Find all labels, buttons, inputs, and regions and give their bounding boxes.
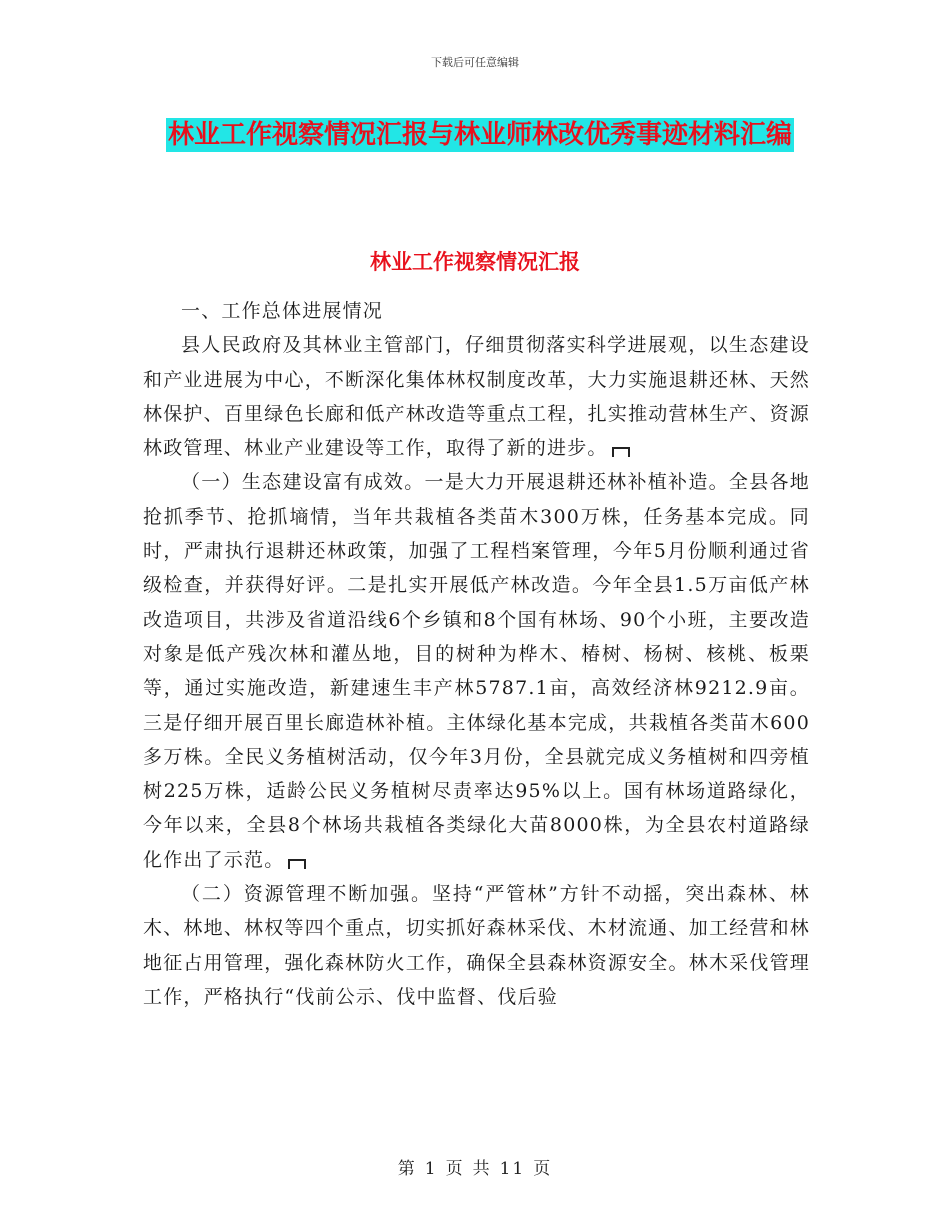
section-heading: 一、工作总体进展情况 xyxy=(181,300,384,322)
paragraph-text: 县人民政府及其林业主管部门，仔细贯彻落实科学进展观，以生态建设和产业进展为中心，不断深化集体林权制度改革，大力实施退耕还林、天然林保护、百里绿色长廊和低产林改造等重点工程，扎实推动营林生产、资源林政管理、林业产业建设等工作，取得了新的进步。 xyxy=(143,334,810,460)
page-number: 1 xyxy=(424,1159,438,1179)
page-mid: 页 xyxy=(445,1159,465,1179)
total-suffix: 页 xyxy=(533,1159,553,1179)
total-prefix: 共 xyxy=(472,1159,492,1179)
document-title xyxy=(150,110,810,160)
paragraph xyxy=(143,877,810,1014)
paragraph-text: （一）生态建设富有成效。一是大力开展退耕还林补植补造。全县各地抢抓季节、抢抓墒情，当年共栽植各类苗木300万株，任务基本完成。同时，严肃执行退耕还林政策，加强了工程档案管理，今年5月份顺利通过省级检查，并获得好评。二是扎实开展低产林改造。今年全县1.5万亩低产林改造项目，共涉及省道沿线6个乡镇和8个国有林场、90个小班，主要改造对象是低产残次林和灌丛地，目的树种为桦木、椿树、杨树、核桃、板栗等，通过实施改造，新建速生丰产林5787.1亩，高效经济林9212.9亩。三是仔细开展百里长廊造林补植。主体绿化基本完成，共栽植各类苗木600多万株。全民义务植树活动，仅今年3月份，全县就完成义务植树和四旁植树225万株，适龄公民义务植树尽责率达95%以上。国有林场道路绿化，今年以来，全县8个林场共栽植各类绿化大苗8000株，为全县农村道路绿化作出了示范。 xyxy=(143,471,810,871)
paragraph-mark-icon xyxy=(612,447,630,457)
total-pages: 11 xyxy=(499,1159,526,1179)
paragraph xyxy=(143,465,810,877)
paragraph-text: （二）资源管理不断加强。坚持“严管林”方针不动摇，突出森林、林木、林地、林权等四个重点，切实抓好森林采伐、木材流通、加工经营和林地征占用管理，强化森林防火工作，确保全县森林资源安全。林木采伐管理工作，严格执行“伐前公示、伐中监督、伐后验 xyxy=(143,883,810,1008)
paragraph xyxy=(143,328,810,465)
page-footer xyxy=(0,1154,950,1179)
header-note: 下载后可任意编辑 xyxy=(431,56,519,69)
paragraph-mark-icon xyxy=(288,859,306,869)
page-prefix: 第 xyxy=(397,1159,417,1179)
section-title: 林业工作视察情况汇报 xyxy=(370,250,580,274)
document-title-text: 林业工作视察情况汇报与林业师林改优秀事迹材料汇编 xyxy=(167,120,792,150)
document-body xyxy=(143,294,810,1014)
